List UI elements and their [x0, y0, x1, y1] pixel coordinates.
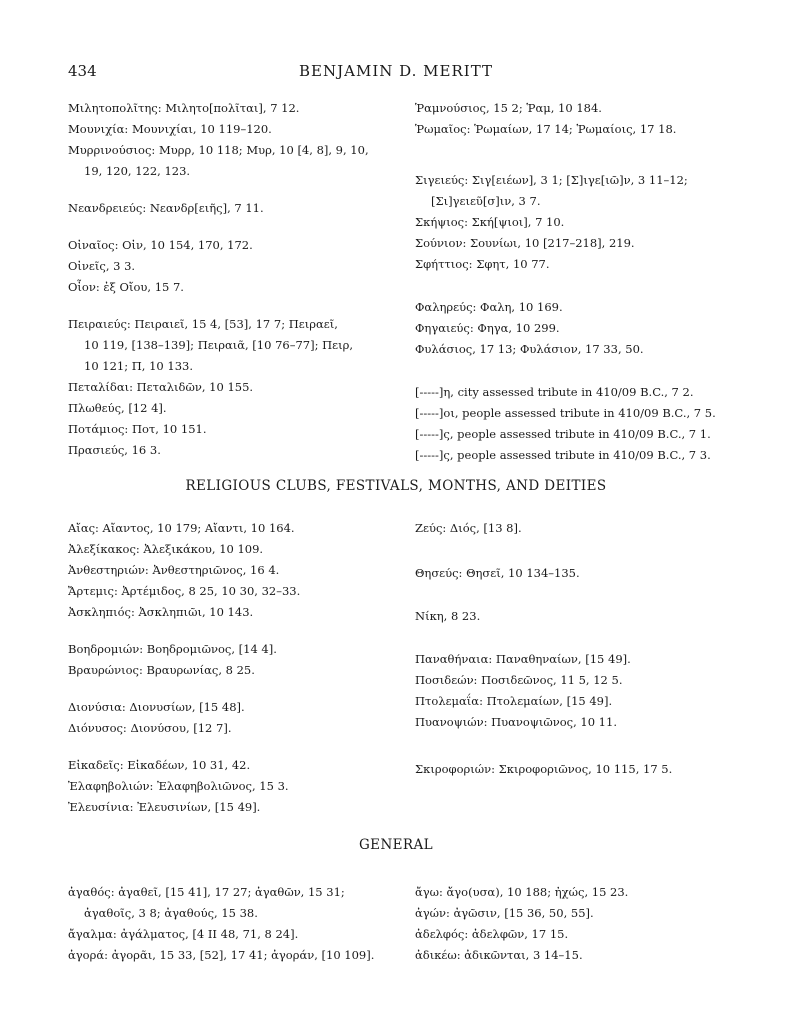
index-entry: Μουνιχία: Μουνιχίαι, 10 119–120. [68, 122, 272, 136]
index-entry: Νίκη, 8 23. [415, 609, 481, 623]
index-entry: Παναθήναια: Παναθηναίων, [15 49]. [415, 652, 631, 666]
unknown-name-entry: [-----]ς, people assessed tribute in 410/09 B.C., 7 1. [415, 427, 711, 441]
index-entry: Διόνυσος: Διονύσου, [12 7]. [68, 721, 232, 735]
spacer [68, 219, 398, 235]
spacer [415, 360, 745, 382]
spacer [415, 733, 745, 759]
unknown-name-entry: [-----]η, city assessed tribute in 410/09 B.C., 7 2. [415, 385, 694, 399]
index-entry: Οἶον: ἐξ Οἴου, 15 7. [68, 280, 184, 294]
spacer [415, 584, 745, 606]
index-entry: Φαληρεύς: Φαλη, 10 169. [415, 300, 563, 314]
index-entry: Οἰνεῖς, 3 3. [68, 259, 136, 273]
religious-right-column [415, 518, 745, 780]
index-entry: Φυλάσιος, 17 13; Φυλάσιον, 17 33, 50. [415, 342, 644, 356]
index-entry-continuation: ἀγαθοῖς, 3 8; ἀγαθούς, 15 38. [84, 906, 258, 920]
section-heading-general: GENERAL [359, 837, 433, 853]
index-entry: ἀγορά: ἀγορᾶι, 15 33, [52], 17 41; ἀγοράν, [10 109]. [68, 948, 375, 962]
unknown-name-entry: [-----]ς, people assessed tribute in 410/09 B.C., 7 3. [415, 448, 711, 462]
index-entry: Ἀλεξίκακος: Ἀλεξικάκου, 10 109. [68, 542, 264, 556]
spacer [68, 623, 398, 639]
index-entry: Πεταλίδαι: Πεταλιδῶν, 10 155. [68, 380, 254, 394]
index-entry: Ζεύς: Διός, [13 8]. [415, 521, 522, 535]
index-entry: Μυρρινούσιος: Μυρρ, 10 118; Μυρ, 10 [4, 8], 9, 10, [68, 143, 369, 157]
index-entry: Εἰκαδεῖς: Εἰκαδέων, 10 31, 42. [68, 758, 251, 772]
spacer [415, 275, 745, 297]
index-entry: Ποσιδεών: Ποσιδεῶνος, 11 5, 12 5. [415, 673, 623, 687]
index-entry: Ῥαμνούσιος, 15 2; Ῥαμ, 10 184. [415, 101, 602, 115]
index-entry: Σκιροφοριών: Σκιροφοριῶνος, 10 115, 17 5. [415, 762, 673, 776]
index-entry: Ἀνθεστηριών: Ἀνθεστηριῶνος, 16 4. [68, 563, 280, 577]
index-entry: Βοηδρομιών: Βοηδρομιῶνος, [14 4]. [68, 642, 277, 656]
page-number: 434 [68, 62, 97, 80]
unknown-name-entry: [-----]οι, people assessed tribute in 410/09 B.C., 7 5. [415, 406, 716, 420]
index-entry: Σφήττιος: Σφητ, 10 77. [415, 257, 550, 271]
index-entry: Ἀσκληπιός: Ἀσκληπιῶι, 10 143. [68, 605, 254, 619]
index-entry: Πειραιεύς: Πειραιεῖ, 15 4, [53], 17 7; Πειραεῖ, [68, 317, 338, 331]
index-entry: Βραυρώνιος: Βραυρωνίας, 8 25. [68, 663, 255, 677]
spacer [68, 739, 398, 755]
index-entry: ἀγών: ἀγῶσιν, [15 36, 50, 55]. [415, 906, 594, 920]
index-entry: ἀδελφός: ἀδελφῶν, 17 15. [415, 927, 569, 941]
index-entry: Φηγαιεύς: Φηγα, 10 299. [415, 321, 560, 335]
spacer [415, 140, 745, 170]
index-entry: Σκήψιος: Σκή[ψιοι], 7 10. [415, 215, 565, 229]
index-entry: Διονύσια: Διονυσίων, [15 48]. [68, 700, 245, 714]
spacer [68, 182, 398, 198]
spacer [68, 298, 398, 314]
index-entry: Ἐλαφηβολιών: Ἐλαφηβολιῶνος, 15 3. [68, 779, 289, 793]
running-head: BENJAMIN D. MERITT [299, 62, 493, 80]
index-entry: Ῥωμαῖος: Ῥωμαίων, 17 14; Ῥωμαίοις, 17 18. [415, 122, 677, 136]
general-left-column [68, 882, 398, 966]
index-entry: Ἄρτεμις: Ἀρτέμιδος, 8 25, 10 30, 32–33. [68, 584, 301, 598]
index-entry-continuation: [Σι]γειεῦ[σ]ιν, 3 7. [431, 194, 541, 208]
index-entry: Οἰναῖος: Οἰν, 10 154, 170, 172. [68, 238, 253, 252]
index-entry: ἄγαλμα: ἀγάλματος, [4 II 48, 71, 8 24]. [68, 927, 299, 941]
index-entry: Νεανδρειεύς: Νεανδρ[ειῆς], 7 11. [68, 201, 264, 215]
top-right-column [415, 98, 745, 466]
top-left-column [68, 98, 398, 461]
index-entry: Σούνιον: Σουνίωι, 10 [217–218], 219. [415, 236, 635, 250]
index-entry: Πρασιεύς, 16 3. [68, 443, 161, 457]
index-entry: Πτολεμαΐα: Πτολεμαίων, [15 49]. [415, 694, 613, 708]
spacer [415, 627, 745, 649]
index-entry: Αἴας: Αἴαντος, 10 179; Αἴαντι, 10 164. [68, 521, 295, 535]
religious-left-column [68, 518, 398, 818]
index-entry-continuation: 10 121; Π, 10 133. [84, 359, 194, 373]
index-entry: Ἐλευσίνια: Ἐλευσινίων, [15 49]. [68, 800, 261, 814]
index-entry: Πλωθεύς, [12 4]. [68, 401, 167, 415]
section-heading-religious: RELIGIOUS CLUBS, FESTIVALS, MONTHS, AND DEITIES [185, 478, 607, 494]
index-entry-continuation: 10 119, [138–139]; Πειραιᾶ, [10 76–77]; Πειρ, [84, 338, 354, 352]
index-entry: Πυανοψιών: Πυανοψιῶνος, 10 11. [415, 715, 617, 729]
index-entry: ἄγω: ἄγο(υσα), 10 188; ἠχώς, 15 23. [415, 885, 629, 899]
index-entry: Σιγειεύς: Σιγ[ειέων], 3 1; [Σ]ιγε[ιῶ]ν, 3 11–12; [415, 173, 688, 187]
index-entry: ἀδικέω: ἀδικῶνται, 3 14–15. [415, 948, 583, 962]
index-entry: ἀγαθός: ἀγαθεῖ, [15 41], 17 27; ἀγαθῶν, 15 31; [68, 885, 345, 899]
general-right-column [415, 882, 745, 966]
index-entry: Ποτάμιος: Ποτ, 10 151. [68, 422, 207, 436]
index-entry-continuation: 19, 120, 122, 123. [84, 164, 191, 178]
spacer [68, 681, 398, 697]
index-entry: Μιλητοπολῖτης: Μιλητο[πολῖται], 7 12. [68, 101, 300, 115]
index-entry: Θησεύς: Θησεῖ, 10 134–135. [415, 566, 580, 580]
spacer [415, 539, 745, 563]
